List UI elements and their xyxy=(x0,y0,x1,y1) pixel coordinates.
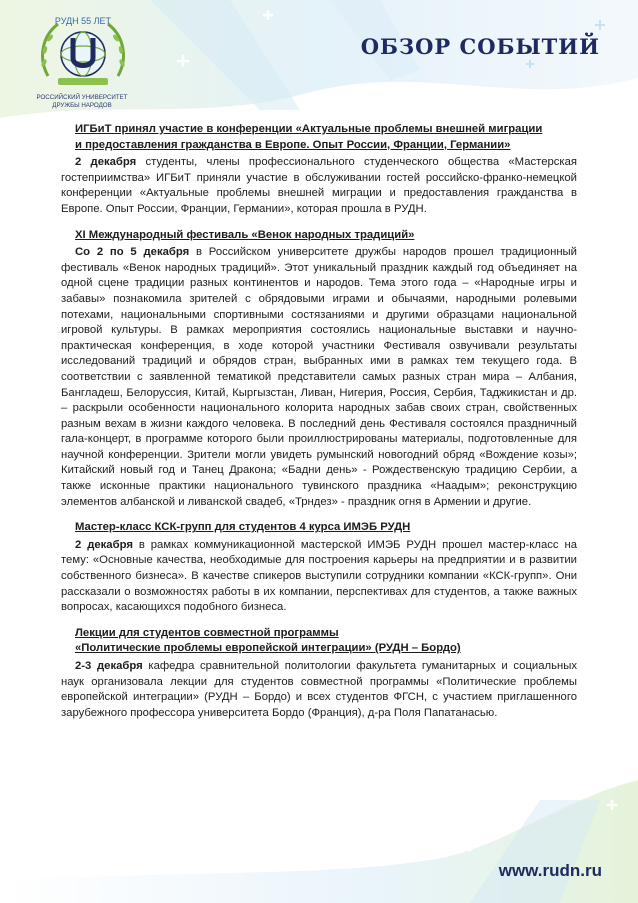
article-igbit-conference xyxy=(61,122,577,218)
article-body: 2 декабря в рамках коммуникационной мастерской ИМЭБ РУДН прошел мастер-класс на тему: «Основные качества, необходимые для построения карьеры на предприятии и в развитии собственного бизнеса». В качестве спикеров выступили сотрудники компании «КСК-групп». Они рассказали о возможностях работы в их компании, перспективах для студентов, а также важных вопросах, касающихся подобного бизнеса. xyxy=(61,538,577,614)
website-url: www.rudn.ru xyxy=(498,861,602,880)
article-ksk-masterclass xyxy=(61,520,577,616)
article-bordeaux-lectures xyxy=(61,626,577,722)
article-date: 2 декабря xyxy=(75,156,137,169)
article-body: Со 2 по 5 декабря в Российском университете дружбы народов прошел традиционный фестиваль «Венок народных традиций». Этот уникальный праздник каждый год объединяет на одной сцене традиции разных континентов и народов. Тема этого года – «Народные игры и забавы» познакомила зрителей с обрядовыми играми и обычаями, народными ролевыми потехами, национальными спортивными состязаниями и другими образцами национальной игровой культуры. В рамках мероприятия состоялись национальные выставки и научно-практическая конференция, в ходе которой участники Фестиваля озвучивали результаты исследований традиций и обрядов стран, выбранных ими в рамках тем текущего года. В соответствии с заявленной тематикой представители самых разных стран мира – Албания, Бангладеш, Белоруссия, Китай, Кыргызстан, Ливан, Нигерия, Россия, Сербия, Таджикистан и др. – раскрыли особенности национального колорита народных забав своих стран, свойственных разным вехам в жизни каждого человека. В последний день Фестиваля состоялся праздничный гала-концерт, в программе которого были проиллюстрированы материалы, подготовленные для научной конференции. Зрители могли увидеть румынский новогодний обряд «Вождение козы»; Китайский новый год и Танец Дракона; «Бадни день» - Рождественскую традицию Сербии, а также исконные практики национального тувинского праздника «Наадым»; реконструкцию элементов албанской и ливанской свадеб, «Трндез» - праздник огня в Армении и другие. xyxy=(61,246,577,508)
article-body: 2-3 декабря кафедра сравнительной политологии факультета гуманитарных и социальных наук организовала лекции для студентов совместной программы «Политические проблемы европейской интеграции» (РУДН – Бордо) и всех студентов ФГСН, с участием приглашенного зарубежного профессора университета Бордо (Франция), д-ра Поля Папатанасью. xyxy=(61,660,577,719)
article-heading: Лекции для студентов совместной программы «Политические проблемы европейской интеграции» (РУДН – Бордо) xyxy=(75,626,461,655)
article-wreath-festival xyxy=(61,228,577,511)
article-heading: Мастер-класс КСК-групп для студентов 4 курса ИМЭБ РУДН xyxy=(75,521,411,534)
article-heading: XI Международный фестиваль «Венок народных традиций» xyxy=(75,228,415,241)
logo-caption: РОССИЙСКИЙ УНИВЕРСИТЕТ ДРУЖБЫ НАРОДОВ xyxy=(36,94,128,109)
page-title: ОБЗОР СОБЫТИЙ xyxy=(360,34,600,59)
logo-anniversary-text: РУДН 55 ЛЕТ xyxy=(54,16,112,26)
article-body: 2 декабря студенты, члены профессионального студенческого общества «Мастерская гостеприимства» ИГБиТ приняли участие в обслуживании гостей российско-франко-немецкой конференции «Актуальные проблемы внешней миграции и предоставления гражданства в Европе. Опыт России, Франции, Германии», которая прошла в РУДН. xyxy=(61,156,577,215)
article-heading: ИГБиТ принял участие в конференции «Актуальные проблемы внешней миграции и предоставления гражданства в Европе. Опыт России, Франции, Германии» xyxy=(75,123,543,151)
article-date: 2-3 декабря xyxy=(75,660,143,672)
article-date: Со 2 по 5 декабря xyxy=(75,246,190,259)
article-list xyxy=(61,122,577,731)
article-date: 2 декабря xyxy=(75,538,133,551)
